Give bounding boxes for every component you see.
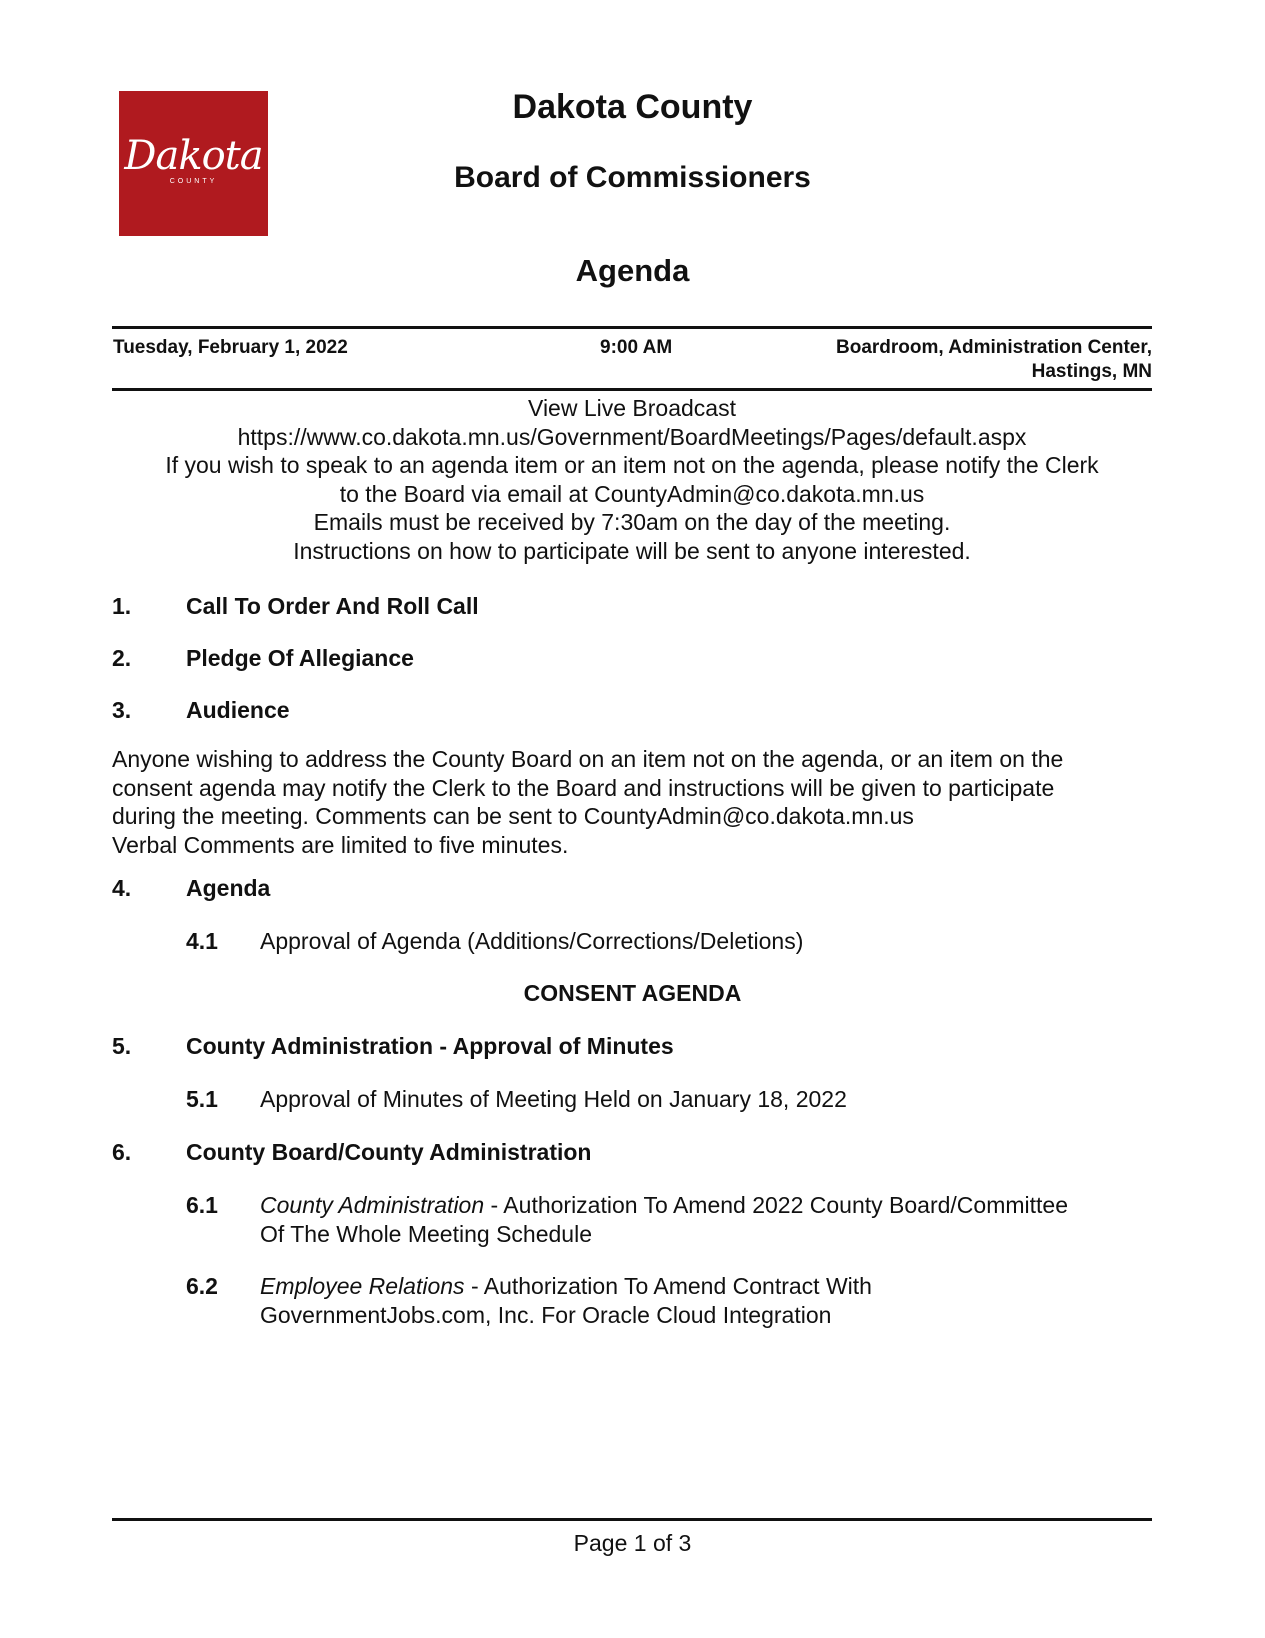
item-number-2: 2.: [112, 645, 132, 671]
broadcast-notice: [112, 394, 1152, 565]
broadcast-label: View Live Broadcast: [528, 395, 736, 421]
header-rule-top: [112, 326, 1152, 329]
item-title-1: Call To Order And Roll Call: [186, 593, 479, 619]
item-number-6: 6.: [112, 1139, 132, 1165]
subitem-number-4-1: 4.1: [186, 928, 218, 954]
document-title: Agenda: [575, 253, 690, 288]
item-number-3: 3.: [112, 697, 132, 723]
subitem-dept-6-1: County Administration: [260, 1192, 485, 1218]
broadcast-url[interactable]: https://www.co.dakota.mn.us/Government/BoardMeetings/Pages/default.aspx: [237, 423, 1027, 450]
subitem-text-4-1: Approval of Agenda (Additions/Corrections/Deletions): [260, 928, 804, 954]
meeting-location-line2: Hastings, MN: [1031, 361, 1152, 382]
item-title-3: Audience: [186, 697, 290, 723]
county-title: Dakota County: [512, 88, 753, 126]
subitem-desc2-6-1: Of The Whole Meeting Schedule: [260, 1221, 592, 1247]
consent-agenda-heading: CONSENT AGENDA: [523, 980, 742, 1006]
subitem-number-6-2: 6.2: [186, 1273, 218, 1299]
subitem-dept-6-2: Employee Relations: [260, 1273, 465, 1299]
footer-rule: [112, 1518, 1152, 1521]
notice-line4: to the Board via email at CountyAdmin@co.dakota.mn.us: [339, 480, 925, 507]
page-number: Page 1 of 3: [573, 1530, 692, 1556]
subitem-number-6-1: 6.1: [186, 1192, 218, 1218]
audience-line1: Anyone wishing to address the County Board on an item not on the agenda, or an item on the: [112, 746, 1064, 772]
subitem-desc-6-2: - Authorization To Amend Contract With: [464, 1273, 872, 1299]
notice-line6: Instructions on how to participate will be sent to anyone interested.: [293, 537, 971, 564]
meeting-date: Tuesday, February 1, 2022: [113, 337, 348, 358]
meeting-location-line1: Boardroom, Administration Center,: [836, 337, 1152, 358]
subitem-desc-6-1: - Authorization To Amend 2022 County Board/Committee: [484, 1192, 1068, 1218]
meeting-time: 9:00 AM: [600, 337, 673, 358]
logo-script-text: Dakota: [124, 133, 263, 179]
subitem-desc2-6-2: GovernmentJobs.com, Inc. For Oracle Cloud Integration: [260, 1302, 832, 1328]
item-title-6: County Board/County Administration: [186, 1139, 592, 1165]
notice-line5: Emails must be received by 7:30am on the day of the meeting.: [313, 509, 951, 535]
audience-line2: consent agenda may notify the Clerk to the Board and instructions will be given to participate: [112, 774, 1055, 801]
subitem-number-5-1: 5.1: [186, 1086, 218, 1112]
subitem-text-6-2: [260, 1272, 1160, 1330]
notice-line3: If you wish to speak to an agenda item or an item not on the agenda, please notify the Clerk: [165, 452, 1099, 478]
board-title: Board of Commissioners: [454, 161, 811, 194]
meeting-location: [836, 336, 1152, 384]
subitem-text-5-1: Approval of Minutes of Meeting Held on January 18, 2022: [260, 1086, 847, 1112]
audience-paragraph: [112, 745, 1157, 859]
audience-line4: Verbal Comments are limited to five minutes.: [112, 831, 569, 858]
logo-subtext: COUNTY: [169, 178, 218, 185]
item-title-5: County Administration - Approval of Minutes: [186, 1033, 674, 1059]
item-number-1: 1.: [112, 593, 132, 619]
audience-line3: during the meeting. Comments can be sent to CountyAdmin@co.dakota.mn.us: [112, 803, 914, 829]
item-number-5: 5.: [112, 1033, 132, 1059]
item-number-4: 4.: [112, 875, 132, 901]
item-title-4: Agenda: [186, 875, 271, 901]
item-title-2: Pledge Of Allegiance: [186, 645, 414, 671]
header-rule-bottom: [112, 388, 1152, 391]
subitem-text-6-1: [260, 1191, 1160, 1249]
